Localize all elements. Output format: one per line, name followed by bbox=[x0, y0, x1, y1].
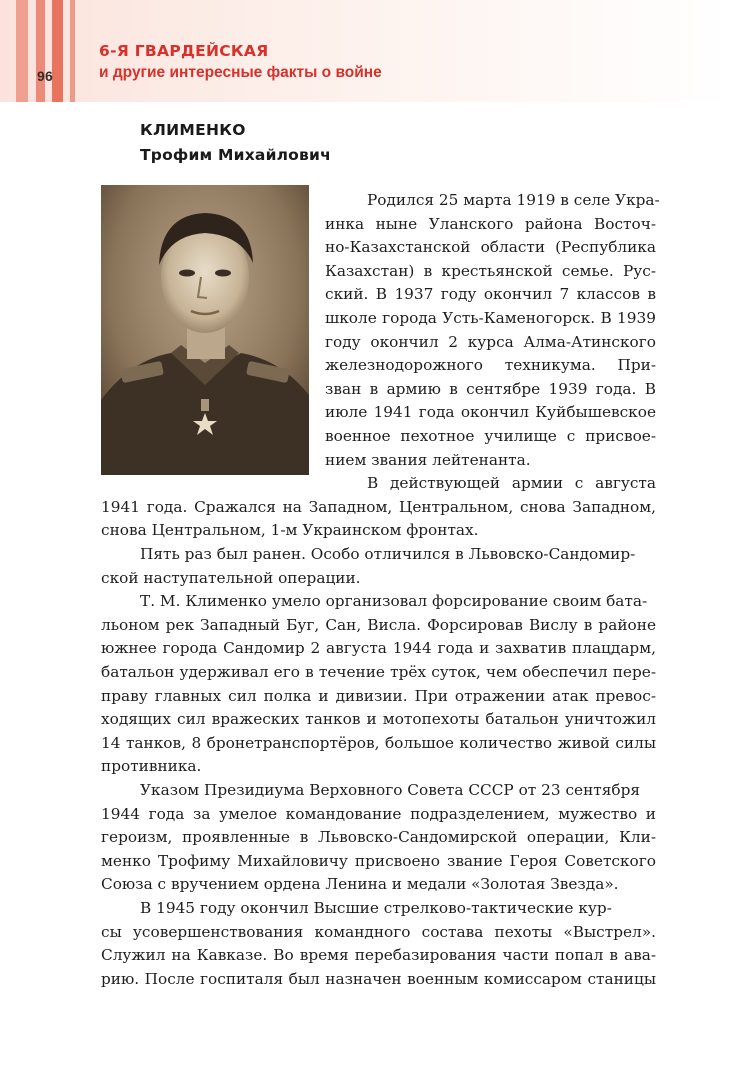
body-text-line: 1941 года. Сражался на Западном, Центральном, снова Западном, bbox=[101, 497, 656, 516]
body-text-line: Указом Президиума Верховного Совета СССР от 23 сентября bbox=[140, 781, 641, 799]
body-text-line: менко Трофиму Михайловичу присвоено звание Героя Советского bbox=[101, 851, 656, 870]
body-text-line: героизм, проявленные в Львовско-Сандомирской операции, Кли- bbox=[101, 828, 656, 847]
body-text-line: сы усовершенствования командного состава пехоты «Выстрел». bbox=[101, 922, 656, 941]
body-text-line: В 1945 году окончил Высшие стрелково-тактические кур- bbox=[140, 899, 612, 917]
body-text-line: 1944 года за умелое командование подразделением, мужество и bbox=[101, 804, 656, 823]
body-text-line: Казахстан) в крестьянской семье. Рус- bbox=[325, 261, 656, 280]
body-text-line: батальон удерживал его в течение трёх суток, чем обеспечил пере- bbox=[101, 663, 656, 681]
body-text-line: инка ныне Уланского района Восточ- bbox=[325, 214, 656, 233]
body-text-line: ской наступательной операции. bbox=[101, 568, 361, 587]
portrait-photo bbox=[101, 185, 309, 475]
body-text-line: противника. bbox=[101, 757, 202, 776]
body-text-line: Служил на Кавказе. Во время перебазирования части попал в ава- bbox=[101, 946, 656, 965]
body-text-line: Родился 25 марта 1919 в селе Укра- bbox=[367, 191, 660, 209]
body-text-line: В действующей армии с августа bbox=[367, 474, 656, 493]
page-number: 96 bbox=[37, 68, 53, 84]
header-stripe bbox=[70, 0, 75, 102]
body-text-line: Пять раз был ранен. Особо отличился в Львовско-Сандомир- bbox=[140, 545, 636, 563]
body-text-line: но-Казахстанской области (Республика bbox=[325, 238, 656, 257]
body-text-line: 14 танков, 8 бронетранспортёров, большое количество живой силы bbox=[101, 733, 656, 752]
body-text-line: ходящих сил вражеских танков и мотопехоты батальон уничтожил bbox=[101, 710, 656, 729]
body-text-line: военное пехотное училище с присвое- bbox=[325, 427, 656, 445]
body-text-line: железнодорожного техникума. При- bbox=[325, 356, 656, 375]
body-text-line: снова Центральном, 1-м Украинском фронтах. bbox=[101, 521, 479, 540]
body-text-line: праву главных сил полка и дивизии. При отражении атак превос- bbox=[101, 686, 656, 705]
running-subtitle: и другие интересные факты о войне bbox=[99, 64, 382, 81]
body-text-line: июле 1941 года окончил Куйбышевское bbox=[325, 403, 656, 422]
body-text-line: рию. После госпиталя был назначен военным комиссаром станицы bbox=[101, 969, 656, 988]
body-text-line: школе города Усть-Каменогорск. В 1939 bbox=[325, 309, 656, 327]
body-text-line: нием звания лейтенанта. bbox=[325, 450, 531, 469]
body-text-line: ский. В 1937 году окончил 7 классов в bbox=[325, 285, 656, 304]
person-name: Трофим Михайлович bbox=[140, 146, 331, 164]
person-surname: КЛИМЕНКО bbox=[140, 121, 246, 139]
running-title: 6-Я ГВАРДЕЙСКАЯ bbox=[99, 42, 269, 60]
body-text-line: году окончил 2 курса Алма-Атинского bbox=[325, 332, 656, 351]
body-text-line: зван в армию в сентябре 1939 года. В bbox=[325, 379, 656, 398]
body-text-line: льоном рек Западный Буг, Сан, Висла. Форсировав Вислу в районе bbox=[101, 615, 656, 634]
header-stripe bbox=[16, 0, 28, 102]
body-text-line: Союза с вручением ордена Ленина и медали «Золотая Звезда». bbox=[101, 875, 619, 894]
body-text-line: южнее города Сандомир 2 августа 1944 года и захватив плацдарм, bbox=[101, 639, 656, 658]
body-text-line: Т. М. Клименко умело организовал форсирование своим бата- bbox=[140, 592, 648, 611]
